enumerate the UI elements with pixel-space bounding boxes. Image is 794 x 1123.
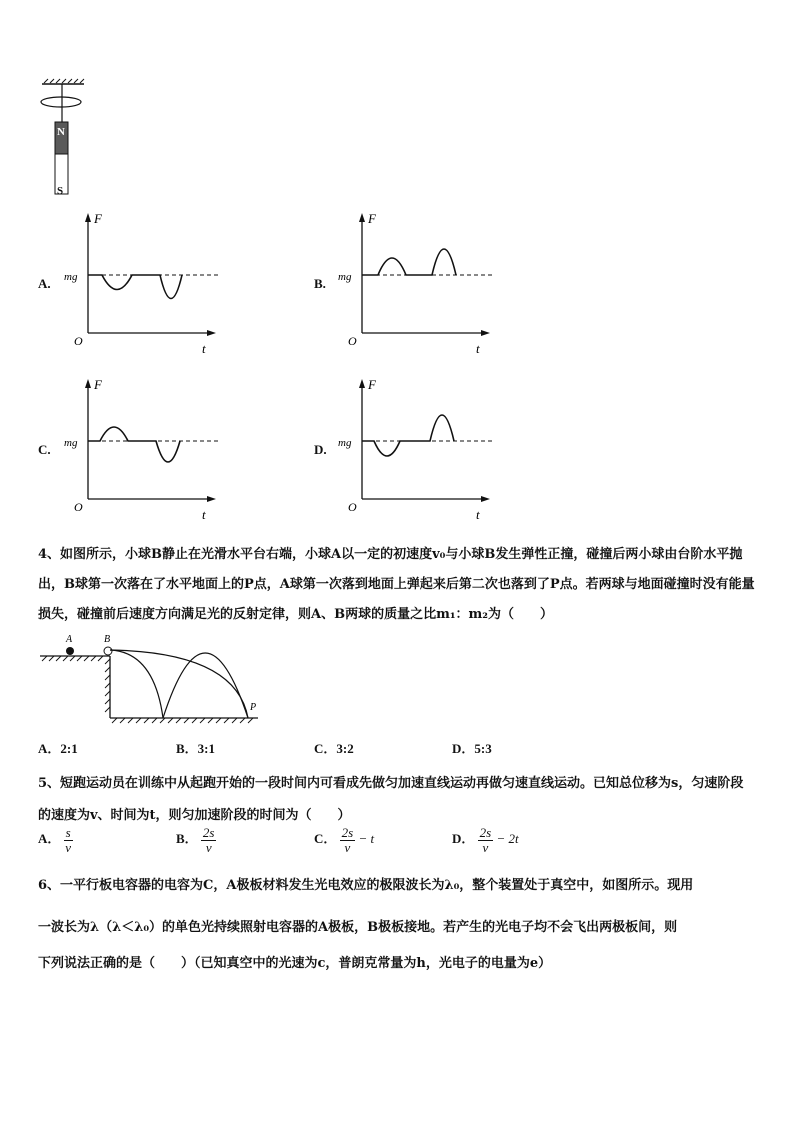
fraction: $\frac{2s}{v}$: [341, 825, 354, 855]
option-letter: D．: [452, 831, 475, 847]
q5-option-d[interactable]: [452, 826, 519, 854]
origin-label: O: [348, 334, 357, 348]
question-6-line-1: 6、一平行板电容器的电容为C，A极板材料发生光电效应的极限波长为λ₀，整个装置处于真空中，如图所示。现用: [38, 878, 694, 893]
graph-b: [334, 205, 504, 360]
q4-figure: [36, 632, 276, 724]
origin-label: O: [74, 500, 83, 514]
option-letter: C．: [314, 831, 337, 847]
origin-label: O: [348, 500, 357, 514]
axis-f-label: F: [94, 211, 102, 226]
magnet-north-label: N: [57, 126, 65, 138]
graph-a: [60, 205, 230, 360]
point-p-label: P: [250, 702, 257, 713]
mg-label: mg: [338, 271, 352, 283]
mg-label: mg: [64, 271, 78, 283]
question-5-text: 5、短跑运动员在训练中从起跑开始的一段时间内可看成先做匀加速直线运动再做匀速直线运动。已知总位移为s，匀速阶段的速度为v、时间为t，则匀加速阶段的时间为（ ）: [38, 776, 744, 823]
fraction: $\frac{s}{v}$: [65, 825, 72, 855]
question-6-line-3: 下列说法正确的是（ ）（已知真空中的光速为c，普朗克常量为h，光电子的电量为e）: [38, 956, 552, 971]
option-letter: A．: [38, 831, 61, 847]
q5-option-b[interactable]: [176, 826, 216, 854]
option-d-letter[interactable]: D.: [314, 442, 327, 457]
ball-b-label: B: [104, 634, 111, 645]
magnet-figure: [36, 78, 96, 200]
axis-f-label: F: [368, 377, 376, 392]
q5-option-c[interactable]: [314, 826, 374, 854]
q4-option-b[interactable]: B．3:1: [176, 741, 216, 756]
question-4-text: 4、如图所示，小球B静止在光滑水平台右端，小球A以一定的初速度v₀与小球B发生弹性正撞，碰撞后两小球由台阶水平抛出，B球第一次落在了水平地面上的P点，A球第一次落到地面上弹起来后第二次也落到了P点。若两球与地面碰撞时没有能量损失，碰撞前后速度方向满足光的反射定律，则A、B两球的质量之比m₁：m₂为（ ）: [38, 547, 755, 622]
fraction: $\frac{2s}{v}$: [479, 825, 492, 855]
axis-t-label: t: [202, 341, 206, 356]
axis-f-label: F: [368, 211, 376, 226]
q4-option-d[interactable]: D．5:3: [452, 741, 492, 756]
option-b-letter[interactable]: B.: [314, 276, 326, 291]
graph-d: [334, 371, 504, 526]
ball-a-label: A: [66, 634, 73, 645]
mg-label: mg: [64, 437, 78, 449]
magnet-south-label: S: [57, 185, 64, 197]
axis-t-label: t: [476, 507, 480, 522]
option-tail: − 2t: [496, 831, 519, 847]
option-c-letter[interactable]: C.: [38, 442, 51, 457]
axis-t-label: t: [202, 507, 206, 522]
q4-option-c[interactable]: C．3:2: [314, 741, 354, 756]
q5-option-a[interactable]: [38, 826, 73, 854]
graph-c: [60, 371, 230, 526]
q4-option-a[interactable]: A．2:1: [38, 741, 78, 756]
fraction: $\frac{2s}{v}$: [202, 825, 215, 855]
axis-f-label: F: [94, 377, 102, 392]
origin-label: O: [74, 334, 83, 348]
mg-label: mg: [338, 437, 352, 449]
option-letter: B．: [176, 831, 198, 847]
axis-t-label: t: [476, 341, 480, 356]
option-tail: − t: [358, 831, 375, 847]
question-6-line-2: 一波长为λ（λ＜λ₀）的单色光持续照射电容器的A极板，B极板接地。若产生的光电子均不会飞出两极板间，则: [38, 920, 678, 935]
option-a-letter[interactable]: A.: [38, 276, 51, 291]
